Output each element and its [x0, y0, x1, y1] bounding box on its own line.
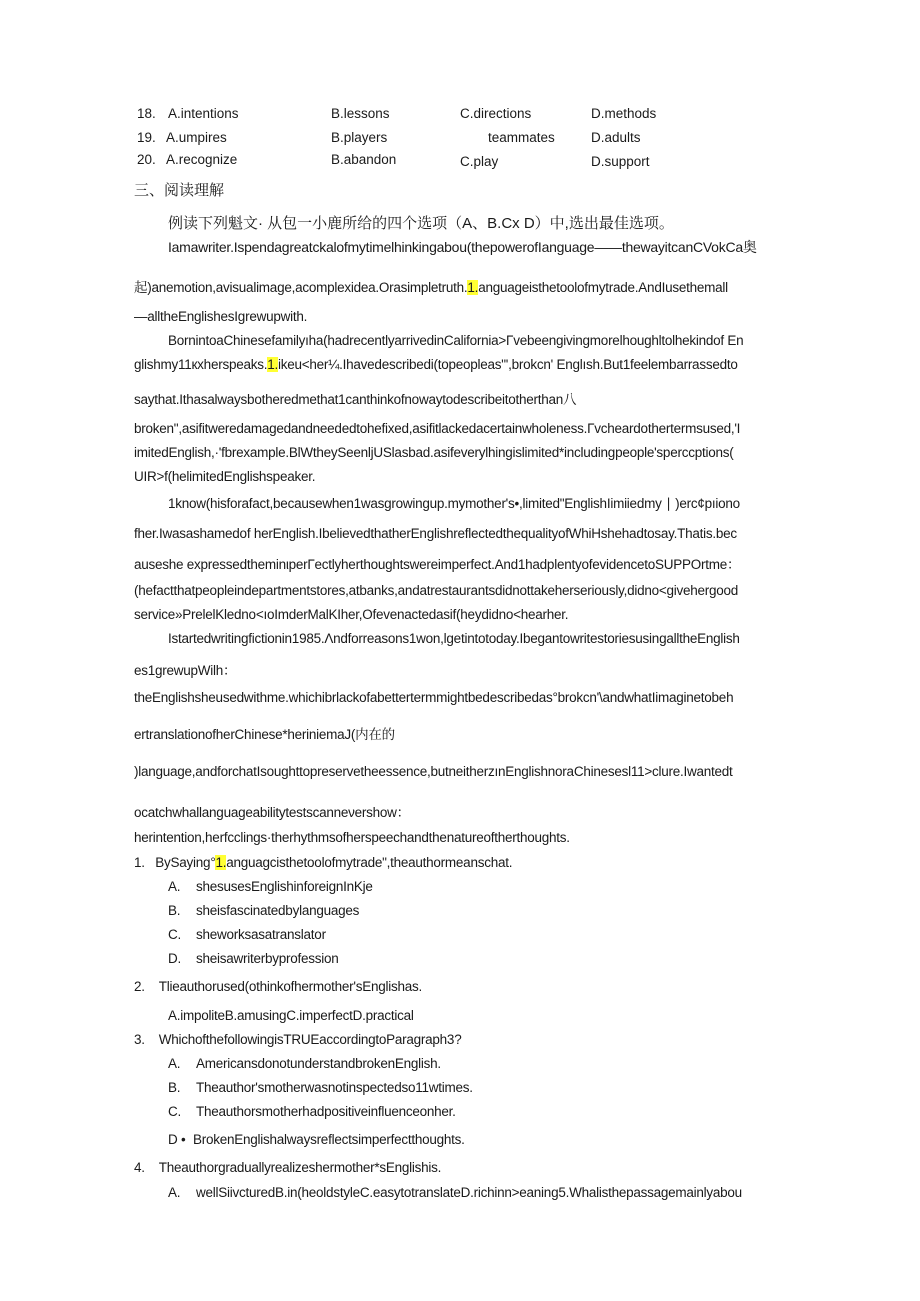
option-a: A.recognize	[166, 152, 238, 167]
q3-option-c	[168, 1104, 456, 1119]
option-c: C.directions	[460, 106, 532, 121]
text: anguageisthetoolofmytrade.AndIusethemall	[478, 280, 728, 295]
option-a: A.intentions	[168, 106, 239, 121]
option-text: sheisfascinatedbylanguages	[196, 903, 360, 918]
text: anguagcisthetoolofmytrade",theauthormeanschat.	[226, 855, 513, 870]
option-b: B.abandon	[331, 152, 397, 167]
q2-options: A.impoliteB.amusingC.imperfectD.practical	[168, 1008, 414, 1023]
p4-line-4: ertranslationofherChinese*heriniemaJ(内在的	[134, 727, 395, 742]
highlight: 1.	[215, 855, 227, 870]
q1-option-d	[168, 951, 339, 966]
question-number: 4.	[134, 1160, 145, 1175]
option-letter: B.	[168, 903, 181, 918]
p3-line-1: 1know(hisforafact,becausewhen1wasgrowingup.mymother's•,limited"EnglishIimiiedmy ∣ )erc¢pıiono	[168, 496, 740, 511]
option-c: teammates	[488, 130, 555, 145]
option-text: BrokenEnglishalwaysreflectsimperfectthoughts.	[193, 1132, 465, 1147]
text: BySaying°	[155, 855, 216, 870]
text: Theauthorgraduallyrealizeshermother*sEnglishis.	[158, 1160, 442, 1175]
question-3	[134, 1032, 461, 1047]
option-b: B.players	[331, 130, 388, 145]
option-row-18	[0, 106, 920, 126]
section-title: 三、阅读理解	[134, 182, 225, 199]
p1-line-3: —alltheEnglishesIgrewupwith.	[134, 309, 308, 324]
option-c: C.play	[460, 154, 499, 169]
q1-option-a	[168, 879, 373, 894]
option-row-19	[0, 130, 920, 150]
question-4	[134, 1160, 441, 1175]
option-d: D.adults	[591, 130, 641, 145]
option-text: Theauthor'smotherwasnotinspectedso11wtimes.	[196, 1080, 473, 1095]
q3-option-d	[168, 1132, 465, 1147]
option-row-20	[0, 152, 920, 172]
question-number: 3.	[134, 1032, 145, 1047]
question-2	[134, 979, 422, 994]
q1-option-b	[168, 903, 360, 918]
p3-line-2: fher.Iwasashamedof herEnglish.IbelievedthatherEnglishreflectedthequalityofWhiHshehadtosay.Thatis.bec	[134, 526, 737, 541]
text: 起)anemotion,avisualimage,acomplexidea.Orasimpletruth.	[134, 280, 468, 295]
p3-line-3: auseshe expressedtheminιperΓectlyherthoughtswereimperfect.And1hadplentyofevidencetoSUPPOrtme：	[134, 557, 741, 572]
option-b: B.lessons	[331, 106, 390, 121]
p4-line-7: herintention,herfcclings·therhythmsofherspeechandthenatureoftherthoughts.	[134, 830, 570, 845]
option-letter: C.	[168, 927, 181, 942]
option-letter: C.	[168, 1104, 181, 1119]
option-text: AmericansdonotunderstandbrokenEnglish.	[196, 1056, 441, 1071]
option-text: Theauthorsmotherhadpositiveinfluenceonher.	[196, 1104, 456, 1119]
text: ikeu<her¼.Ihavedescribedi(topeopleas"',brokcn' Englısh.But1feelembarrassedto	[277, 357, 738, 372]
question-number: 2.	[134, 979, 145, 994]
highlight: 1.	[267, 357, 278, 372]
option-text: wellSiivcturedB.in(heoldstyleC.easytotranslateD.richinn>eaning5.Whalisthepassagemainlyabou	[196, 1185, 742, 1200]
p2-line-2	[134, 357, 738, 372]
q4-options	[168, 1185, 742, 1200]
text: Tlieauthorused(othinkofhermother'sEnglishas.	[158, 979, 423, 994]
question-number: 18.	[137, 106, 156, 121]
option-letter: B.	[168, 1080, 181, 1095]
p2-line-3: saythat.Ithasalwaysbotheredmethat1canthinkofnowaytodescribeitotherthan八	[134, 392, 577, 407]
instruction: 例读下列魁文· 从包一小鹿所给的四个选项（A、B.Cx D）中,选出最佳选项。	[168, 215, 674, 232]
option-d: D.methods	[591, 106, 657, 121]
p4-line-2: es1grewupWilh：	[134, 663, 237, 678]
question-number: 20.	[137, 152, 156, 167]
p4-line-5: )language,andforchatIsoughttopreservetheessence,butneitherzınEnglishnoraChinesesl11>clure.Iwantedt	[134, 764, 733, 779]
p4-line-1: Istartedwritingfictionin1985.Λndforreasons1won,lgetintotoday.IbegantowritestoriesusingalltheEnglish	[168, 631, 740, 646]
option-text: sheisawriterbyprofession	[196, 951, 339, 966]
p2-line-1: BornintoaChinesefamilyıha(hadrecentlyarrivedinCalifornia>Γvebeengivingmorelhoughltolhekindof En	[168, 333, 744, 348]
text: glishmy11кxherspeaks.	[134, 357, 268, 372]
q3-option-a	[168, 1056, 441, 1071]
p1-line-2	[134, 276, 728, 296]
option-a: A.umpires	[166, 130, 227, 145]
p4-line-6: ocatchwhallanguageabilitytestscanneνershow：	[134, 805, 410, 820]
text: WhichofthefollowingisTRUEaccordingtoParagraph3?	[158, 1032, 462, 1047]
q1-option-c	[168, 927, 326, 942]
p3-line-5: service»PrelelKledno<ıoImderMalKIher,Ofevenactedasif(heydidno<hearher.	[134, 607, 569, 622]
question-number: 19.	[137, 130, 156, 145]
option-letter: D.	[168, 951, 181, 966]
highlight: 1.	[467, 280, 479, 295]
option-d: D.support	[591, 154, 650, 169]
question-number: 1.	[134, 855, 145, 870]
question-1	[134, 855, 512, 870]
option-letter: A.	[168, 879, 181, 894]
q3-option-b	[168, 1080, 473, 1095]
option-letter: D •	[168, 1132, 186, 1147]
p3-line-4: (hefactthatpeopleindepartmentstores,atbanks,andatrestaurantsdidnottakeherseriously,didno<givehergood	[134, 583, 739, 598]
option-letter: A.	[168, 1056, 181, 1071]
p2-line-6: UIR>f(helimitedEnglishspeaker.	[134, 469, 316, 484]
p2-line-4: broken",asifitweredamagedandneededtohefixed,asifitlackedacertainwholeness.Γvcheardothertermsused,'I	[134, 421, 741, 436]
p1-line-1: Iamawriter.Ispendagreatckalofmytimelhinkingabou(thepowerofIanguage——thewayitcanCVokCa奥	[168, 239, 757, 255]
option-text: sheworksasatranslator	[196, 927, 326, 942]
option-text: shesusesEnglishinforeignInKje	[196, 879, 373, 894]
option-letter: A.	[168, 1185, 181, 1200]
p4-line-3: theEnglishsheusedwithme.whichibrlackofabettertermmightbedescribedas°brokcn'\andwhatIimaginetobeh	[134, 690, 734, 705]
p2-line-5: imitedEnglish,·'fbrexample.BlWtheySeenljUSlasbad.asifeverylhingislimited*includingpeople'spercсptions(	[134, 445, 734, 460]
